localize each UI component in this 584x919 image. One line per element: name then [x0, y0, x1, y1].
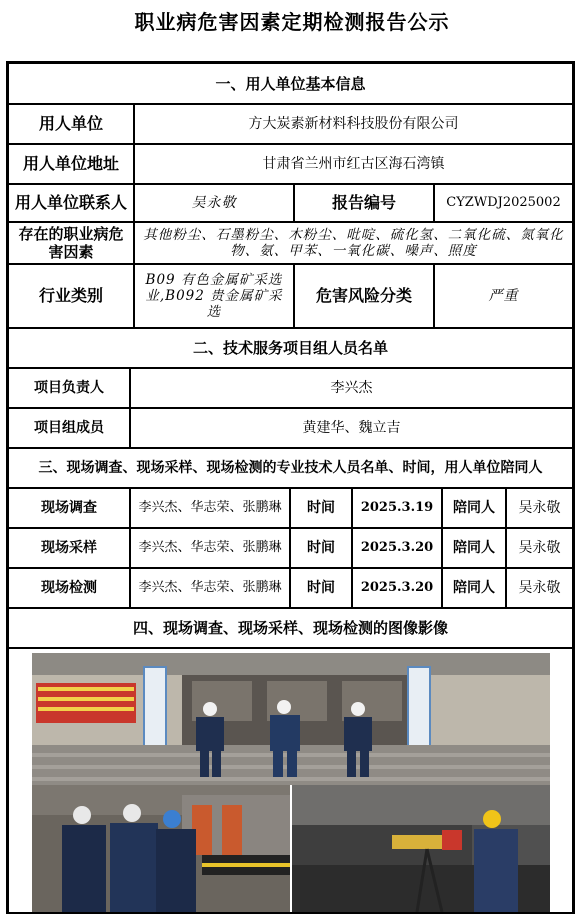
project-leader-label: 项目负责人	[8, 368, 130, 408]
detection-type: 现场检测	[8, 568, 130, 608]
contact-label: 用人单位联系人	[8, 184, 134, 222]
sampling-accompany-value: 吴永敬	[506, 528, 573, 568]
survey-accompany-value: 吴永敬	[506, 488, 573, 528]
survey-date: 2025.3.19	[352, 488, 442, 528]
detection-photo	[292, 785, 550, 912]
address-value: 甘肃省兰州市红古区海石湾镇	[134, 144, 573, 184]
detection-time-label: 时间	[290, 568, 352, 608]
report-number-value: CYZWDJ2025002	[434, 184, 573, 222]
report-table	[6, 61, 575, 914]
project-members-label: 项目组成员	[8, 408, 130, 448]
project-leader-value: 李兴杰	[130, 368, 573, 408]
survey-accompany-label: 陪同人	[442, 488, 506, 528]
sampling-date: 2025.3.20	[352, 528, 442, 568]
risk-value: 严重	[434, 264, 573, 328]
sampling-photo	[32, 785, 290, 912]
survey-type: 现场调查	[8, 488, 130, 528]
section3-header: 三、现场调查、现场采样、现场检测的专业技术人员名单、时间，用人单位陪同人	[8, 448, 573, 488]
hazards-label: 存在的职业病危害因素	[8, 222, 134, 264]
survey-photo	[32, 653, 550, 785]
detection-accompany-label: 陪同人	[442, 568, 506, 608]
industry-value: B09 有色金属矿采选业,B092 贵金属矿采选	[134, 264, 294, 328]
address-label: 用人单位地址	[8, 144, 134, 184]
detection-accompany-value: 吴永敬	[506, 568, 573, 608]
contact-value: 吴永敬	[134, 184, 294, 222]
survey-time-label: 时间	[290, 488, 352, 528]
section1-header: 一、用人单位基本信息	[8, 63, 573, 104]
sampling-staff: 李兴杰、华志荣、张鹏琳	[130, 528, 290, 568]
sampling-accompany-label: 陪同人	[442, 528, 506, 568]
sampling-type: 现场采样	[8, 528, 130, 568]
industry-label: 行业类别	[8, 264, 134, 328]
report-number-label: 报告编号	[294, 184, 434, 222]
page-title: 职业病危害因素定期检测报告公示	[134, 10, 450, 34]
risk-label: 危害风险分类	[294, 264, 434, 328]
sampling-time-label: 时间	[290, 528, 352, 568]
project-members-value: 黄建华、魏立吉	[130, 408, 573, 448]
detection-date: 2025.3.20	[352, 568, 442, 608]
section4-header: 四、现场调查、现场采样、现场检测的图像影像	[8, 608, 573, 648]
section2-header: 二、技术服务项目组人员名单	[8, 328, 573, 368]
survey-staff: 李兴杰、华志荣、张鹏琳	[130, 488, 290, 528]
hazards-value: 其他粉尘、石墨粉尘、木粉尘、吡啶、硫化氢、二氧化硫、氮氧化物、氨、甲苯、一氧化碳、噪声、照度	[134, 222, 573, 264]
detection-staff: 李兴杰、华志荣、张鹏琳	[130, 568, 290, 608]
employer-label: 用人单位	[8, 104, 134, 144]
employer-value: 方大炭素新材料科技股份有限公司	[134, 104, 573, 144]
